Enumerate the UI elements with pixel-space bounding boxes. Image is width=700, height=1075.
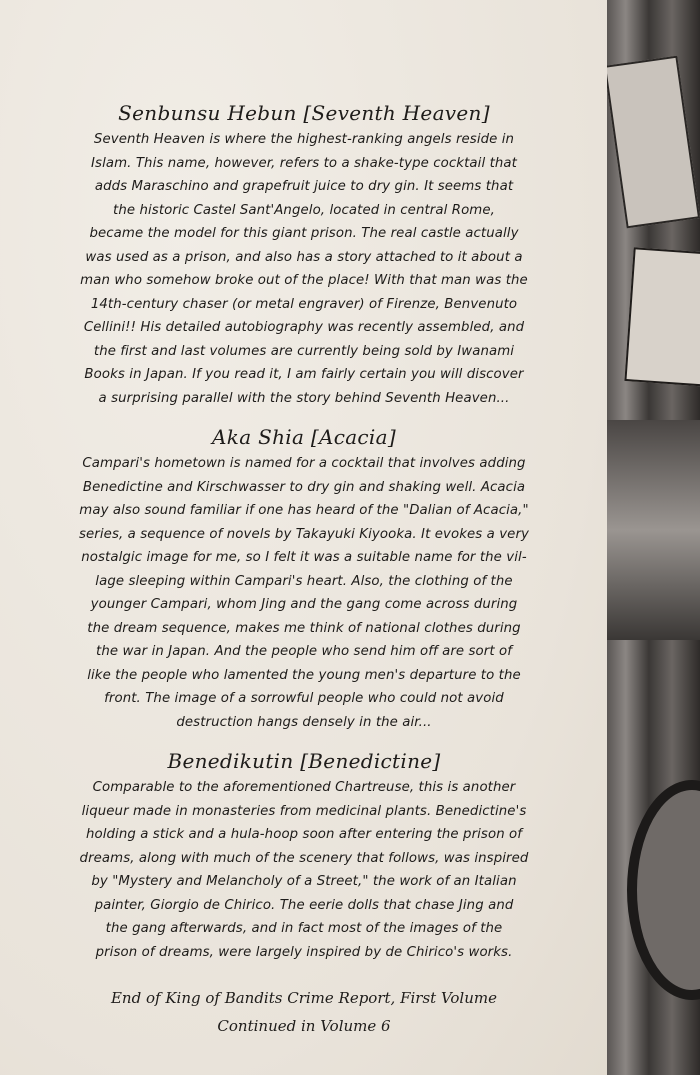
body-line: by "Mystery and Melancholy of a Street," the work of an Italian [91,874,517,889]
section-benedictine [14,748,594,964]
section-body [14,128,594,410]
body-line: dreams, along with much of the scenery that follows, was inspired [79,850,529,866]
body-line: prison of dreams, were largely inspired by de Chirico's works. [95,944,513,960]
section-acacia [14,424,594,734]
body-line: holding a stick and a hula-hoop soon after entering the prison of [85,827,523,842]
body-line: adds Maraschino and grapefruit juice to dry gin. It seems that [94,179,514,194]
body-line: 14th-century chaser (or metal engraver) of Firenze, Benvenuto [90,296,518,312]
body-line: may also sound familiar if one has heard of the "Dalian of Acacia," [79,503,529,518]
body-line: nostalgic image for me, so I felt it was a suitable name for the vil- [81,550,527,565]
body-line: the dream sequence, makes me think of national clothes during [87,620,521,636]
section-heading: Senbunsu Hebun [Seventh Heaven] [118,101,490,125]
artwork-sign-panel [607,56,700,229]
body-line: front. The image of a sorrowful people who could not avoid [104,691,504,706]
artwork-wheel [627,780,700,1000]
body-line: destruction hangs densely in the air... [176,714,432,730]
body-line: Campari's hometown is named for a cocktail that involves adding [82,456,526,471]
body-line: the war in Japan. And the people who send him off are sort of [96,644,512,659]
artwork-banner [624,247,700,387]
body-line: lage sleeping within Campari's heart. Also, the clothing of the [95,573,513,589]
body-line: became the model for this giant prison. The real castle actually [89,226,519,241]
body-line: series, a sequence of novels by Takayuki Kiyooka. It evokes a very [79,526,529,542]
body-line: liqueur made in monasteries from medicinal plants. Benedictine's [81,803,527,819]
section-heading: Aka Shia [Acacia] [212,425,396,449]
section-body [14,452,594,734]
body-line: the historic Castel Sant'Angelo, located in central Rome, [113,202,495,218]
section-seventh-heaven [14,100,594,410]
body-line: painter, Giorgio de Chirico. The eerie dolls that chase Jing and [94,897,514,913]
body-line: Cellini!! His detailed autobiography was recently assembled, and [83,320,525,335]
body-line: Seventh Heaven is where the highest-ranking angels reside in [93,132,515,147]
page-footer [14,984,594,1040]
adjacent-page-artwork [607,0,700,1075]
artwork-dark-block [607,420,700,640]
body-line: Benedictine and Kirschwasser to dry gin and shaking well. Acacia [82,479,526,495]
body-line: the first and last volumes are currently being sold by Iwanami [93,343,515,359]
body-line: man who somehow broke out of the place! With that man was the [80,273,528,288]
footer-continued-note: Continued in Volume 6 [217,1017,391,1035]
body-line: a surprising parallel with the story behind Seventh Heaven... [98,390,510,406]
body-line: was used as a prison, and also has a story attached to it about a [85,249,523,265]
section-heading: Benedikutin [Benedictine] [167,749,441,773]
body-line: Books in Japan. If you read it, I am fairly certain you will discover [84,367,524,382]
footer-end-note: End of King of Bandits Crime Report, First Volume [110,989,497,1007]
page-content [14,100,594,1040]
body-line: younger Campari, whom Jing and the gang come across during [90,597,518,612]
body-line: like the people who lamented the young men's departure to the [87,667,521,683]
body-line: Islam. This name, however, refers to a shake-type cocktail that [91,155,517,171]
body-line: Comparable to the aforementioned Chartreuse, this is another [92,780,516,795]
body-line: the gang afterwards, and in fact most of the images of the [105,921,503,936]
section-body [14,776,594,964]
